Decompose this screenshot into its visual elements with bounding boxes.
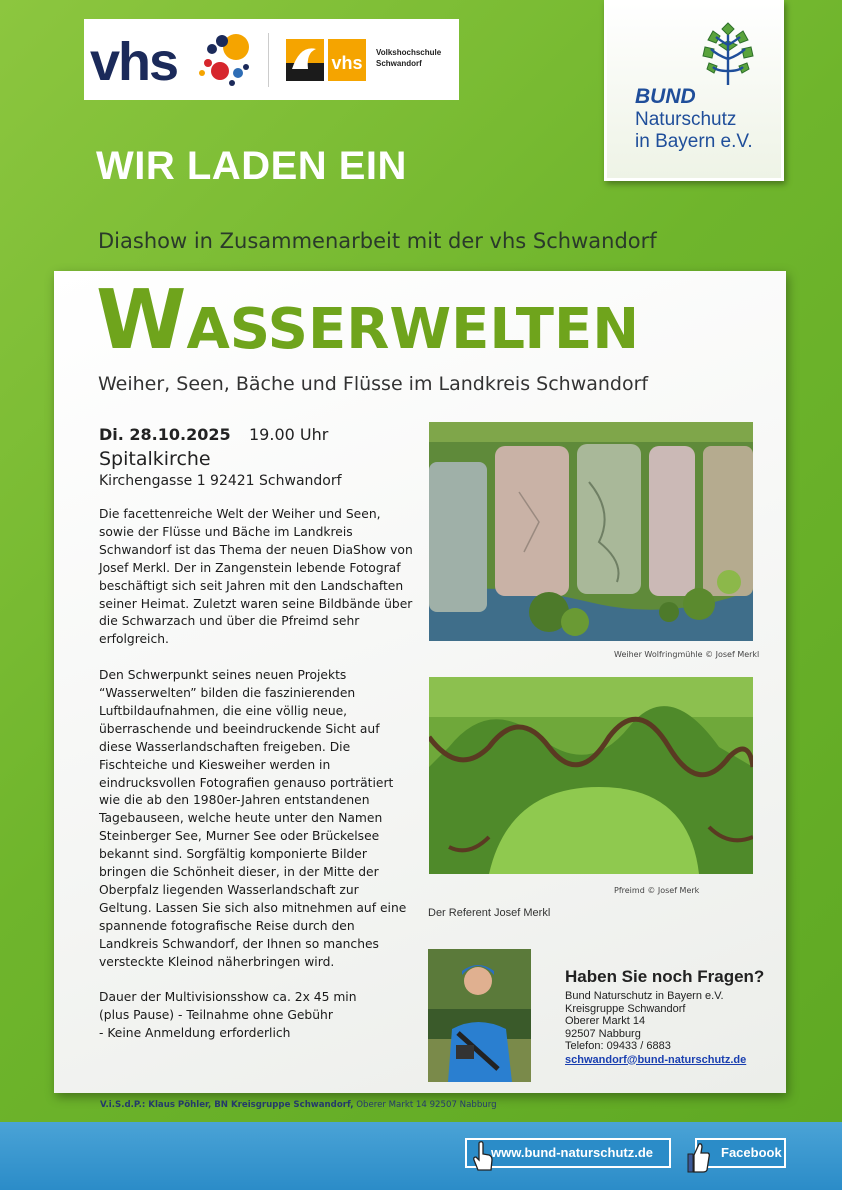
bund-name: BUND [635,85,696,108]
event-title-initial: W [96,273,187,368]
photo-river-caption: Pfreimd © Josef Merk [614,886,700,895]
contact-group: Kreisgruppe Schwandorf [565,1002,686,1015]
photo-river [429,677,753,874]
body-info-line1: Dauer der Multivisionsshow ca. 2x 45 min [99,990,357,1005]
photo-speaker [428,949,531,1082]
event-address: Kirchengasse 1 92421 Schwandorf [99,473,342,489]
bund-subtitle [635,109,753,153]
event-date-time [99,425,329,444]
facebook-button[interactable]: Facebook [695,1138,786,1168]
body-paragraph-1: Die facettenreiche Welt der Weiher und Seen, sowie der Flüsse und Bäche im Landkreis Schwandorf ist das Thema der neuen DiaShow von Josef Merkl. Der in Zangenstein lebende Fotograf beschäftigt sich seit Jahren mit den Landschaften seiner Heimat. Zuletzt waren seine Bildbände über die Schwarzach und über die Pfreimd sehr erfolgreich. [99,507,413,647]
contact-email-link[interactable]: schwandorf@bund-naturschutz.de [565,1053,747,1066]
contact-title: Haben Sie noch Fragen? [565,967,765,986]
event-venue: Spitalkirche [99,448,211,470]
event-tagline: Weiher, Seen, Bäche und Flüsse im Landkreis Schwandorf [98,373,649,395]
bund-subtitle-line1: Naturschutz [635,109,737,130]
event-date: Di. 28.10.2025 [99,425,231,444]
body-info-line2: (plus Pause) - Teilnahme ohne Gebühr [99,1008,333,1023]
imprint-bold: V.i.S.d.P.: Klaus Pöhler, BN Kreisgruppe Schwandorf, [100,1100,354,1110]
imprint-plain: Oberer Markt 14 92507 Nabburg [353,1100,497,1110]
vhs-dots-icon [194,27,264,91]
event-title-rest: ASSERWELTEN [186,297,640,362]
body-paragraph-2: Den Schwerpunkt seines neuen Projekts “Wasserwelten” bilden die faszinierenden Luftbildaufnahmen, die eine völlig neue, überraschende und beeindruckende Sicht auf diese Wasserlandschaften freigeben. Die Fischteiche und Kiesweiher werden in eindrucksvollen Fotografien genauso porträtiert wie die ab den 1980er-Jahren entstandenen Tagebauseen, welche heute unter den Namen Steinberger See, Murner See oder Brückelsee bekannt sind. Sorgfältig komponierte Bilder bringen die Schönheit dieser, in der Mitte der Oberpfalz liegenden Wasserlandschaft zur Geltung. Lassen Sie sich also mitnehmen auf eine spannende fotografische Reise durch den Landkreis Schwandorf, der Ihnen so manches versteckte Kleinod näherbringen wird. [99,668,407,969]
vhs-logo-word: vhs [90,32,178,92]
event-time: 19.00 Uhr [249,425,329,444]
pointer-hand-icon [472,1140,494,1174]
speaker-caption: Der Referent Josef Merkl [428,907,551,919]
contact-phone: Telefon: 09433 / 6883 [565,1040,671,1052]
photo-ponds [429,422,753,641]
subheadline: Diashow in Zusammenarbeit mit der vhs Schwandorf [98,229,657,253]
body-text [99,506,415,1043]
photo-ponds-caption: Weiher Wolfringmühle © Josef Merkl [614,650,760,659]
thumbs-up-icon [685,1140,711,1174]
vhs-school-line2: Schwandorf [376,59,422,68]
website-button[interactable]: www.bund-naturschutz.de [465,1138,671,1168]
tree-icon [697,19,759,89]
contact-org: Bund Naturschutz in Bayern e.V. [565,990,724,1002]
imprint [100,1100,497,1110]
bund-subtitle-line2: in Bayern e.V. [635,131,753,152]
contact-block [565,967,764,1067]
vhs-school-line1: Volkshochschule [376,48,442,57]
vhs-logo [84,19,459,100]
vhs-schwandorf-icon [286,39,366,81]
contact-street: Oberer Markt 14 [565,1015,646,1027]
bund-logo [604,0,784,181]
vhs-mini-text: vhs [331,53,363,73]
vhs-school-name [376,47,441,69]
logo-separator [268,33,269,87]
body-info-line3: - Keine Anmeldung erforderlich [99,1026,291,1041]
contact-city: 92507 Nabburg [565,1027,641,1040]
headline: WIR LADEN EIN [96,144,407,188]
event-title [96,273,640,368]
